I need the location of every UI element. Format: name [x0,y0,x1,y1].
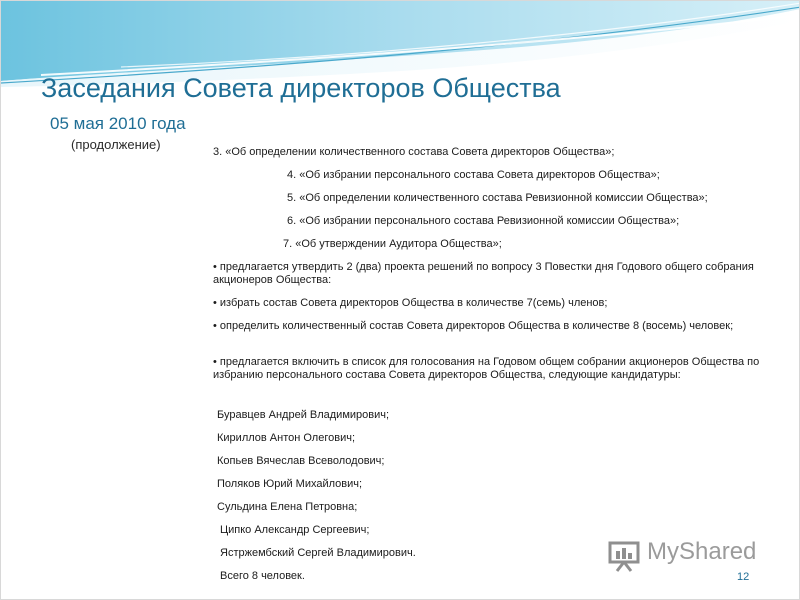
candidate-item: Сульдина Елена Петровна; [217,501,358,513]
agenda-item: 5. «Об определении количественного состава Ревизионной комиссии Общества»; [287,192,708,204]
candidate-item: Ястржембский Сергей Владимирович. [220,547,416,559]
presentation-board-icon [607,539,641,573]
bullet-paragraph: • определить количественный состав Совета директоров Общества в количестве 8 (восемь) человек; [213,320,734,332]
meeting-date: 05 мая 2010 года [50,114,186,133]
myshared-logo [607,538,767,574]
candidate-item: Копьев Вячеслав Всеволодович; [217,455,385,467]
continuation-note: (продолжение) [71,137,161,152]
candidate-item: Кириллов Антон Олегович; [217,432,355,444]
bullet-paragraph: • предлагается утвердить 2 (два) проекта решений по вопросу 3 Повестки дня Годового общего собрания акционеров Общества: [213,261,754,286]
agenda-item: 7. «Об утверждении Аудитора Общества»; [283,238,502,250]
candidate-item: Буравцев Андрей Владимирович; [217,409,390,421]
agenda-item: 6. «Об избрании персонального состава Ревизионной комиссии Общества»; [287,215,680,227]
bullet-paragraph: • предлагается включить в список для голосования на Годовом общем собрании акционеров Общества по избранию персонального состава Совета директоров Общества, следующие кандидатуры: [213,356,760,381]
slide-title: Заседания Совета директоров Общества [41,73,561,103]
bullet-paragraph: • избрать состав Совета директоров Общества в количестве 7(семь) членов; [213,297,608,309]
logo-text: MyShared [647,538,757,565]
candidate-item: Поляков Юрий Михайлович; [217,478,363,490]
agenda-item: 3. «Об определении количественного состава Совета директоров Общества»; [213,146,615,158]
page-number: 12 [737,571,750,583]
candidate-item: Ципко Александр Сергеевич; [220,524,370,536]
total-count: Всего 8 человек. [220,570,305,582]
agenda-item: 4. «Об избрании персонального состава Совета директоров Общества»; [287,169,660,181]
